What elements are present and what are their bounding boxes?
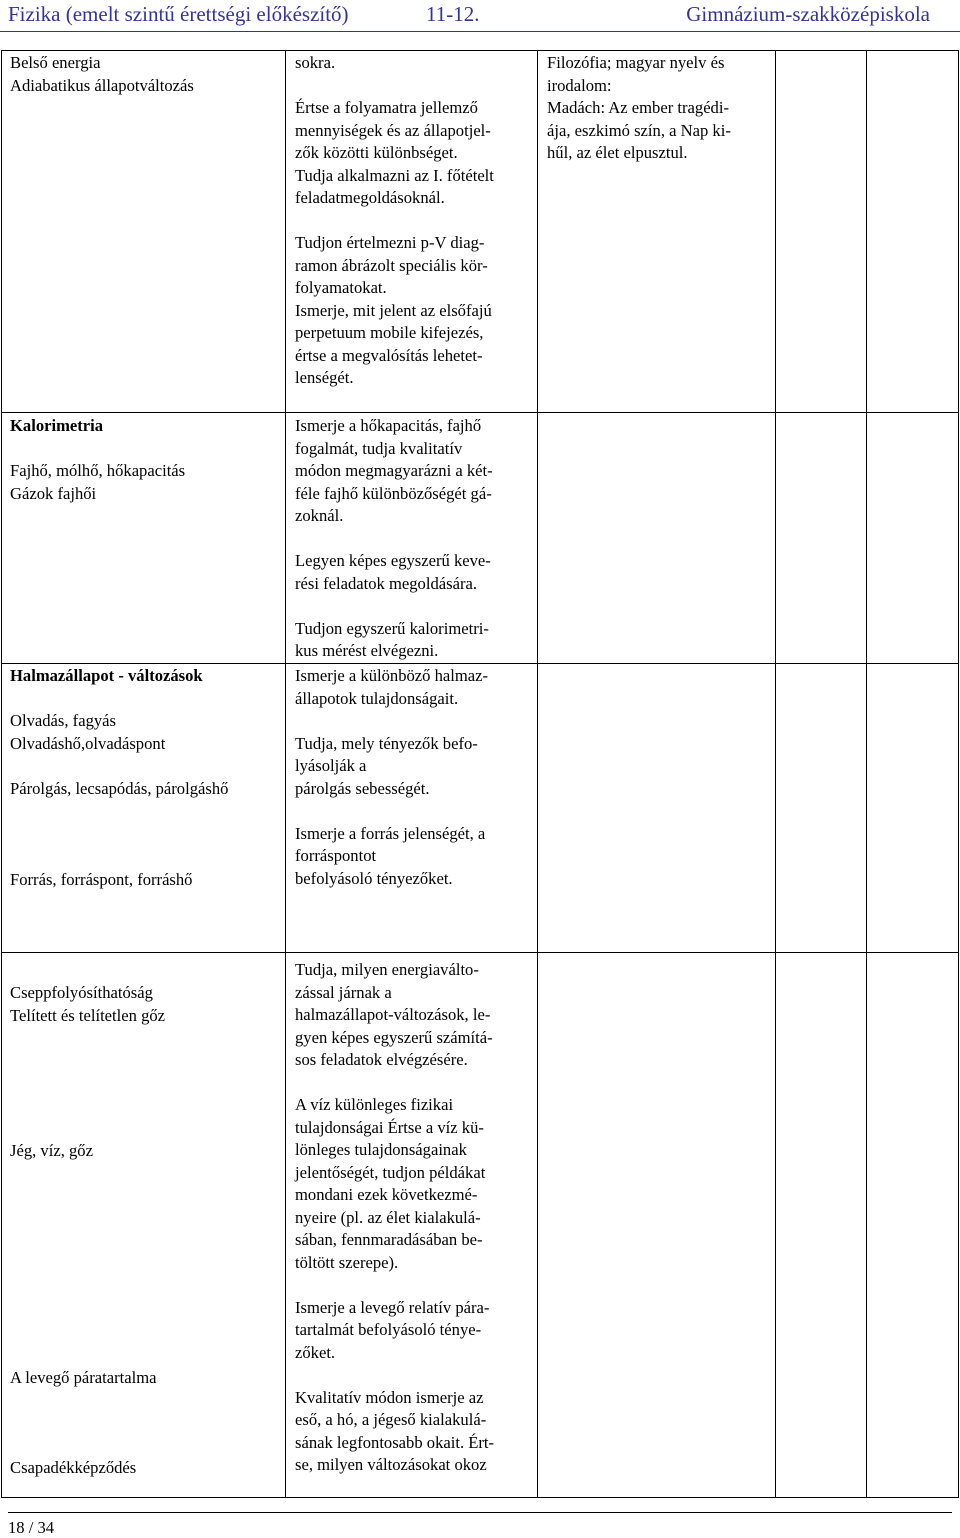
- requirement-line: tartalmát befolyásoló ténye-: [295, 1320, 482, 1339]
- link-line: Madách: Az ember tragédi-: [547, 98, 729, 117]
- table-row-divider: [1, 412, 958, 413]
- topic-line: Forrás, forráspont, forráshő: [10, 870, 193, 889]
- header-school-type: Gimnázium-szakközépiskola: [686, 2, 930, 26]
- requirement-line: forráspontot: [295, 846, 377, 865]
- requirements-cell: [295, 415, 493, 663]
- topic-line: Olvadás, fagyás: [10, 711, 116, 730]
- requirement-line: sának legfontosabb okait. Ért-: [295, 1432, 495, 1452]
- requirement-line: Ismerje a különböző halmaz-: [295, 666, 489, 685]
- requirement-line: lyásolják a: [295, 756, 367, 775]
- requirement-line: tulajdonságai Értse a víz kü-: [295, 1117, 484, 1137]
- table-col-border: [1, 50, 2, 1498]
- table-row-divider: [1, 663, 958, 664]
- requirement-line: mennyiségek és az állapotjel-: [295, 120, 491, 140]
- topic-line: Olvadáshő,olvadáspont: [10, 733, 166, 753]
- requirement-line: ramon ábrázolt speciális kör-: [295, 255, 488, 275]
- requirement-line: Tudja, mely tényezők befo-: [295, 733, 478, 753]
- table-col-border: [537, 50, 538, 1498]
- table-col-border: [285, 50, 286, 1498]
- requirement-line: Ismerje a levegő relatív pára-: [295, 1297, 490, 1317]
- requirement-line: lenségét.: [295, 368, 354, 387]
- requirement-line: zoknál.: [295, 506, 344, 525]
- requirement-line: Ismerje a forrás jelenségét, a: [295, 823, 486, 843]
- requirement-line: Értse a folyamatra jellemző: [295, 98, 478, 117]
- requirement-line: zőket.: [295, 1342, 336, 1362]
- requirement-line: gyen képes egyszerű számítá-: [295, 1027, 493, 1047]
- requirement-line: Kvalitatív módon ismerje az: [295, 1387, 484, 1407]
- header-grade: 11-12.: [426, 2, 480, 26]
- requirement-line: Tudja, milyen energiaválto-: [295, 960, 479, 979]
- requirement-line: Legyen képes egyszerű keve-: [295, 551, 491, 570]
- requirement-line: értse a megvalósítás lehetet-: [295, 345, 483, 365]
- requirement-line: zással járnak a: [295, 982, 392, 1002]
- topic-line: Jég, víz, gőz: [10, 1141, 93, 1160]
- topic-cell: [10, 1140, 93, 1163]
- topic-line: Adiabatikus állapotváltozás: [10, 75, 194, 95]
- table-col-border: [958, 50, 959, 1498]
- topic-cell: [10, 1457, 136, 1480]
- topic-cell: [10, 1367, 157, 1390]
- requirement-line: perpetuum mobile kifejezés,: [295, 323, 484, 342]
- topic-title: Halmazállapot - változások: [10, 666, 203, 685]
- topic-cell: [10, 52, 194, 97]
- page-number: 18 / 34: [8, 1518, 55, 1537]
- link-line: ája, eszkimó szín, a Nap ki-: [547, 120, 731, 140]
- requirement-line: féle fajhő különbözőségét gá-: [295, 483, 492, 503]
- table-col-border: [775, 50, 776, 1498]
- topic-line: Telített és telítetlen gőz: [10, 1005, 166, 1025]
- requirement-line: se, milyen változásokat okoz: [295, 1455, 487, 1474]
- requirement-line: halmazállapot-változások, le-: [295, 1005, 491, 1024]
- requirements-cell: [295, 959, 494, 1477]
- topic-line: Fajhő, mólhő, hőkapacitás: [10, 461, 186, 480]
- requirement-line: állapotok tulajdonságait.: [295, 688, 459, 708]
- topic-cell: [10, 869, 192, 892]
- requirement-line: kus mérést elvégezni.: [295, 641, 439, 660]
- footer-rule: [8, 1512, 952, 1513]
- page-header: [0, 0, 960, 46]
- requirement-line: töltött szerepe).: [295, 1252, 399, 1272]
- requirements-cell: [295, 665, 488, 890]
- header-underline: [0, 31, 960, 32]
- requirement-line: Ismerje a hőkapacitás, fajhő: [295, 416, 482, 435]
- requirement-line: Tudjon értelmezni p-V diag-: [295, 233, 485, 252]
- cross-curricular-cell: [547, 52, 731, 165]
- topic-cell: [10, 982, 165, 1027]
- requirements-cell: [295, 52, 494, 390]
- requirement-line: Tudjon egyszerű kalorimetri-: [295, 618, 489, 638]
- link-line: Filozófia; magyar nyelv és: [547, 53, 725, 72]
- requirement-line: rési feladatok megoldására.: [295, 573, 477, 593]
- requirement-line: zők közötti különbséget.: [295, 143, 458, 162]
- table-row-divider: [1, 952, 958, 953]
- requirement-line: eső, a hó, a jégeső kialakulá-: [295, 1410, 487, 1429]
- topic-line: Cseppfolyósíthatóság: [10, 983, 153, 1002]
- topic-line: Párolgás, lecsapódás, párolgáshő: [10, 778, 229, 798]
- requirement-line: Ismerje, mit jelent az elsőfajú: [295, 300, 492, 320]
- table-top-border: [1, 50, 958, 51]
- requirement-line: mondani ezek következmé-: [295, 1185, 478, 1204]
- requirement-line: folyamatokat.: [295, 278, 387, 297]
- topic-cell: [10, 665, 228, 800]
- requirement-line: sos feladatok elvégzésére.: [295, 1050, 468, 1069]
- requirement-line: sokra.: [295, 53, 336, 72]
- requirement-line: A víz különleges fizikai: [295, 1095, 454, 1114]
- table-col-border: [866, 50, 867, 1498]
- requirement-line: nyeire (pl. az élet kialakulá-: [295, 1207, 481, 1227]
- requirement-line: lönleges tulajdonságainak: [295, 1140, 467, 1159]
- requirement-line: sában, fennmaradásában be-: [295, 1230, 483, 1249]
- requirement-line: befolyásoló tényezőket.: [295, 868, 453, 888]
- requirement-line: párolgás sebességét.: [295, 778, 430, 798]
- link-line: irodalom:: [547, 75, 612, 95]
- topic-line: Csapadékképződés: [10, 1458, 137, 1477]
- table-bottom-border: [1, 1497, 958, 1498]
- topic-line: Belső energia: [10, 53, 101, 72]
- requirement-line: módon megmagyarázni a két-: [295, 461, 493, 480]
- topic-line: Gázok fajhői: [10, 483, 97, 503]
- header-course-title: Fizika (emelt szintű érettségi előkészítő): [8, 2, 349, 26]
- requirement-line: fogalmát, tudja kvalitatív: [295, 438, 463, 458]
- link-line: hűl, az élet elpusztul.: [547, 143, 688, 162]
- topic-title: Kalorimetria: [10, 416, 104, 435]
- requirement-line: jelentőségét, tudjon példákat: [295, 1162, 486, 1182]
- topic-cell: [10, 415, 185, 505]
- requirement-line: Tudja alkalmazni az I. főtételt: [295, 165, 494, 185]
- requirement-line: feladatmegoldásoknál.: [295, 188, 445, 207]
- topic-line: A levegő páratartalma: [10, 1368, 157, 1387]
